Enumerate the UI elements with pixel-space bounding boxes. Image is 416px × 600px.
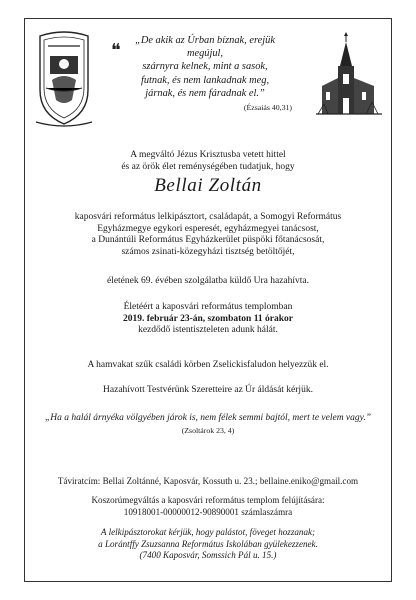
roles-text (24, 212, 392, 258)
funeral-line: Életéért a kaposvári református templomban (123, 302, 293, 312)
intro-text (24, 150, 392, 173)
intro-line: A megváltó Jézus Krisztusba vetett hittel (130, 150, 286, 160)
quote-line: szárnyra kelnek, mint a sasok, (142, 61, 268, 73)
funeral-info (24, 302, 392, 337)
quote-line: futnak, és nem lankadnak meg, (140, 74, 270, 86)
request-address: (7400 Kaposvár, Somssich Pál u. 15.) (139, 550, 277, 561)
contact-info: Táviratcím: Bellai Zoltánné, Kaposvár, Kossuth u. 23.; bellaine.eniko@gmail.com (57, 476, 359, 486)
psalm-reference: (Zsoltárok 23, 4) (181, 425, 235, 435)
request-line: A lelkipásztorokat kérjük, hogy palástot, föveget hozzanak; (100, 527, 316, 537)
header (24, 18, 392, 138)
funeral-date: 2019. február 23-án, szombaton 11 órakor (122, 313, 294, 324)
role-line: a Dunántúli Református Egyházkerület püspöki főtanácsosát, (91, 235, 325, 246)
quote-reference: (Ézsaiás 40,31) (243, 103, 292, 113)
reformed-church-crest-icon (32, 30, 96, 130)
donation-line: Koszorúmegváltás a kaposvári református templom felújítására: (91, 495, 325, 505)
deceased-name: Bellai Zoltán (154, 175, 262, 196)
clergy-request (24, 527, 392, 562)
church-icon (314, 32, 384, 130)
role-line: kaposvári református lelkipásztort, családapát, a Somogyi Református (74, 212, 342, 222)
request-line: a Lorántffy Zsuzsanna Református Iskolában gyülekezzenek. (98, 538, 318, 549)
donation-info (24, 495, 392, 518)
funeral-line: kezdődő istentiszteleten adunk hálát. (138, 325, 278, 336)
scripture-quote (118, 34, 292, 132)
quote-line: járnak, és nem fáradnak el.” (145, 87, 265, 99)
role-line: számos zsinati-közegyházi tisztség betöltőjét, (121, 246, 295, 257)
blessing-text: Hazahívott Testvérünk Szeretteire az Úr áldását kérjük. (103, 385, 313, 395)
role-line: Egyházmegye egykori esperesét, egyházmegyei tanácsost, (97, 223, 319, 234)
burial-info: A hamvakat szűk családi körben Zselickisfaludon helyezzük el. (87, 360, 329, 370)
quote-line: „De akik az Úrban bíznak, erejük megújul, (135, 35, 275, 60)
psalm-quote (24, 413, 392, 436)
donation-account: 10918001-00000012-90890001 számlaszámra (123, 506, 293, 517)
intro-line: és az örök élet reménységében tudatjuk, hogy (121, 161, 295, 172)
psalm-text: „Ha a halál árnyéka völgyében járok is, nem félek semmi bajtól, mert te velem vagy.” (45, 413, 371, 423)
death-announcement: életének 69. évében szolgálatba küldő Ura hazahívta. (106, 276, 310, 286)
quote-open-mark-icon: ❝ (111, 40, 121, 60)
